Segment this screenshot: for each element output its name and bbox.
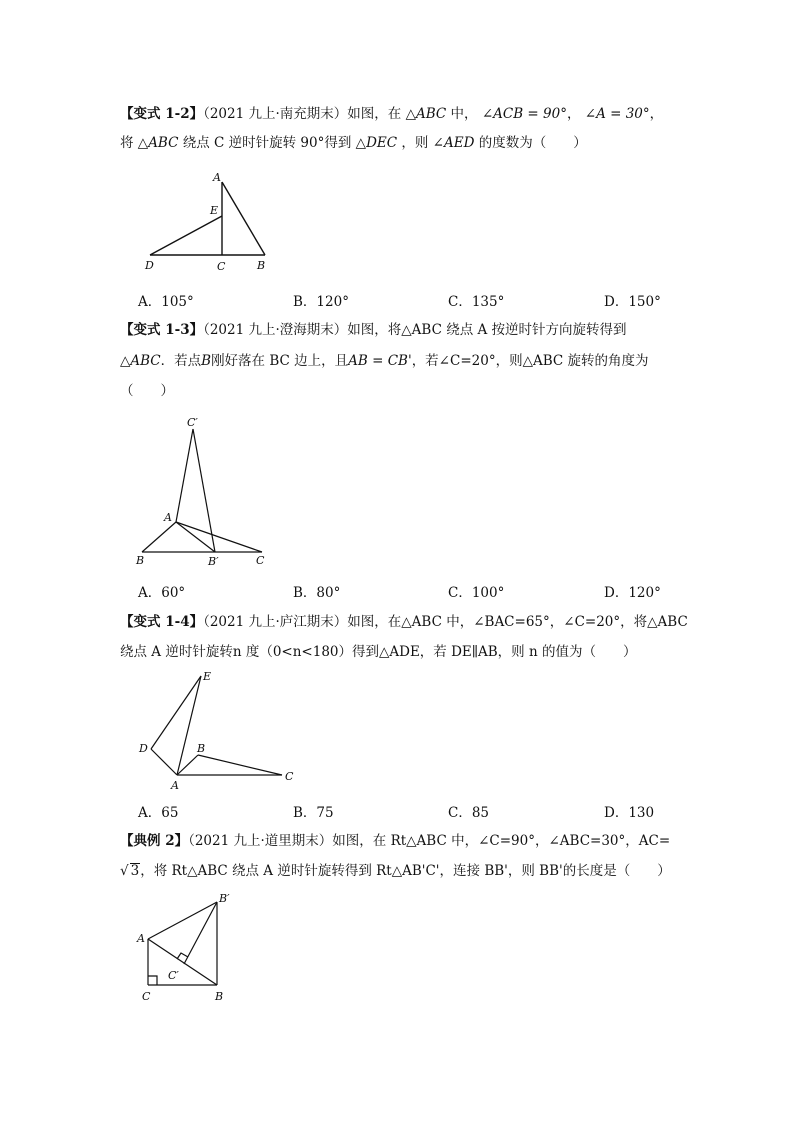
text: ， — [566, 106, 581, 122]
math-abc: ABC — [415, 106, 447, 122]
q12-figure — [140, 170, 280, 275]
text: （2021 九上·澄海期末）如图，将△ABC 绕点 A 按逆时针方向旋转得到 — [203, 322, 627, 338]
text: ，则 — [401, 135, 429, 151]
q14-option-b[interactable]: B．75 — [293, 805, 334, 821]
math-ab-eq-cb: AB = CB' — [348, 353, 412, 369]
q14-tag: 【变式 1-4】 — [120, 614, 204, 630]
q13-line-3 — [120, 382, 174, 400]
q13-option-d[interactable]: D．120° — [604, 585, 661, 601]
sqrt-radicand: 3 — [130, 863, 140, 879]
q13-line-2 — [120, 352, 649, 370]
label-b: B — [215, 990, 224, 1003]
q13-line-1 — [120, 321, 627, 339]
segment-de — [150, 216, 222, 255]
label-b: B — [197, 742, 206, 755]
segment-bc — [198, 755, 282, 775]
segment-ab — [177, 755, 198, 775]
text: ， — [649, 106, 664, 122]
q14-option-d[interactable]: D．130 — [604, 805, 655, 821]
segment-ab — [148, 939, 217, 985]
text: （ ） — [120, 383, 174, 399]
segment-c1b1 — [193, 429, 215, 552]
triangle-symbol: △ — [120, 353, 131, 369]
label-c-prime: C′ — [168, 969, 179, 982]
math-angle-acb: ∠ACB = 90° — [481, 106, 567, 122]
q12-source: （2021 九上·南充期末）如图，在 — [203, 106, 402, 122]
label-b-prime: B′ — [208, 555, 219, 568]
q12-line-1 — [120, 105, 663, 123]
q13-option-c[interactable]: C．100° — [448, 585, 505, 601]
segment-ac — [176, 522, 262, 552]
q2-tag: 【典例 2】 — [120, 833, 189, 849]
q12-options — [138, 290, 678, 308]
label-d: D — [145, 259, 154, 272]
label-d: D — [139, 742, 148, 755]
q13-options — [138, 581, 678, 599]
segment-c1a — [176, 429, 193, 522]
math-abc: ABC — [148, 135, 179, 151]
q12-tag: 【变式 1-2】 — [120, 106, 204, 122]
q13-option-a[interactable]: A．60° — [138, 585, 186, 601]
math-b: B — [201, 353, 212, 369]
label-e: E — [210, 204, 219, 217]
q14-line-2 — [120, 643, 636, 661]
q13-option-b[interactable]: B．80° — [293, 585, 341, 601]
q14-options — [138, 801, 678, 819]
text: ．若点 — [160, 353, 202, 369]
segment-da — [151, 749, 177, 775]
q12-option-b[interactable]: B．120° — [293, 294, 349, 310]
segment-ab — [142, 522, 176, 552]
q14-option-a[interactable]: A．65 — [138, 805, 179, 821]
text: （2021 九上·道里期末）如图，在 Rt△ABC 中，∠C=90°，∠ABC=30°，AC= — [188, 833, 671, 849]
text: 的度数为（ ） — [478, 135, 587, 151]
text: ，若∠C=20°，则△ABC 旋转的角度为 — [411, 353, 649, 369]
text: ，将 Rt△ABC 绕点 A 逆时针旋转得到 Rt△AB'C'，连接 BB'，则 BB'的长度是（ ） — [140, 863, 671, 879]
q12-line-2 — [120, 134, 587, 152]
q12-option-a[interactable]: A．105° — [138, 294, 194, 310]
label-e: E — [203, 670, 212, 683]
q12-option-d[interactable]: D．150° — [604, 294, 661, 310]
segment-ea — [177, 676, 201, 775]
math-dec: DEC — [366, 135, 398, 151]
text: （2021 九上·庐江期末）如图，在△ABC 中，∠BAC=65°，∠C=20°，将△ABC — [203, 614, 688, 630]
sqrt-symbol: √ — [120, 863, 129, 879]
label-c: C — [217, 260, 226, 273]
triangle-symbol: △ — [405, 106, 416, 122]
segment-ed — [151, 676, 201, 749]
label-c: C — [142, 990, 151, 1003]
q2-figure — [135, 890, 245, 1005]
q2-line-1 — [120, 832, 670, 850]
math-angle-aed: ∠AED — [432, 135, 475, 151]
text: 将 — [120, 135, 134, 151]
text: 中， — [450, 106, 478, 122]
q13-tag: 【变式 1-3】 — [120, 322, 204, 338]
q13-figure — [130, 410, 280, 570]
q14-line-1 — [120, 613, 688, 631]
q14-figure — [135, 668, 300, 793]
segment-ab — [222, 182, 265, 255]
label-b-prime: B′ — [219, 892, 230, 905]
label-c-prime: C′ — [187, 416, 198, 429]
right-angle-marker-c — [148, 976, 157, 985]
q14-option-c[interactable]: C．85 — [448, 805, 490, 821]
label-a: A — [213, 171, 221, 184]
label-c: C — [256, 554, 265, 567]
right-angle-marker-c1 — [177, 953, 188, 959]
label-a: A — [164, 511, 172, 524]
label-a: A — [171, 779, 179, 792]
text: 刚好落在 BC 边上，且 — [211, 353, 349, 369]
triangle-symbol: △ — [137, 135, 149, 151]
triangle-symbol: △ — [355, 135, 367, 151]
math-abc: ABC — [130, 353, 161, 369]
q2-line-2 — [120, 862, 671, 880]
segment-ab1 — [176, 522, 215, 552]
q12-option-c[interactable]: C．135° — [448, 294, 505, 310]
text: 绕点 A 逆时针旋转n 度（0<n<180）得到△ADE，若 DE∥AB，则 n 的值为（ ） — [120, 644, 637, 660]
math-angle-a: ∠A = 30° — [584, 106, 650, 122]
label-c: C — [285, 770, 294, 783]
label-b: B — [257, 259, 266, 272]
label-b: B — [136, 554, 145, 567]
label-a: A — [137, 932, 145, 945]
text: 绕点 C 逆时针旋转 90°得到 — [182, 135, 352, 151]
